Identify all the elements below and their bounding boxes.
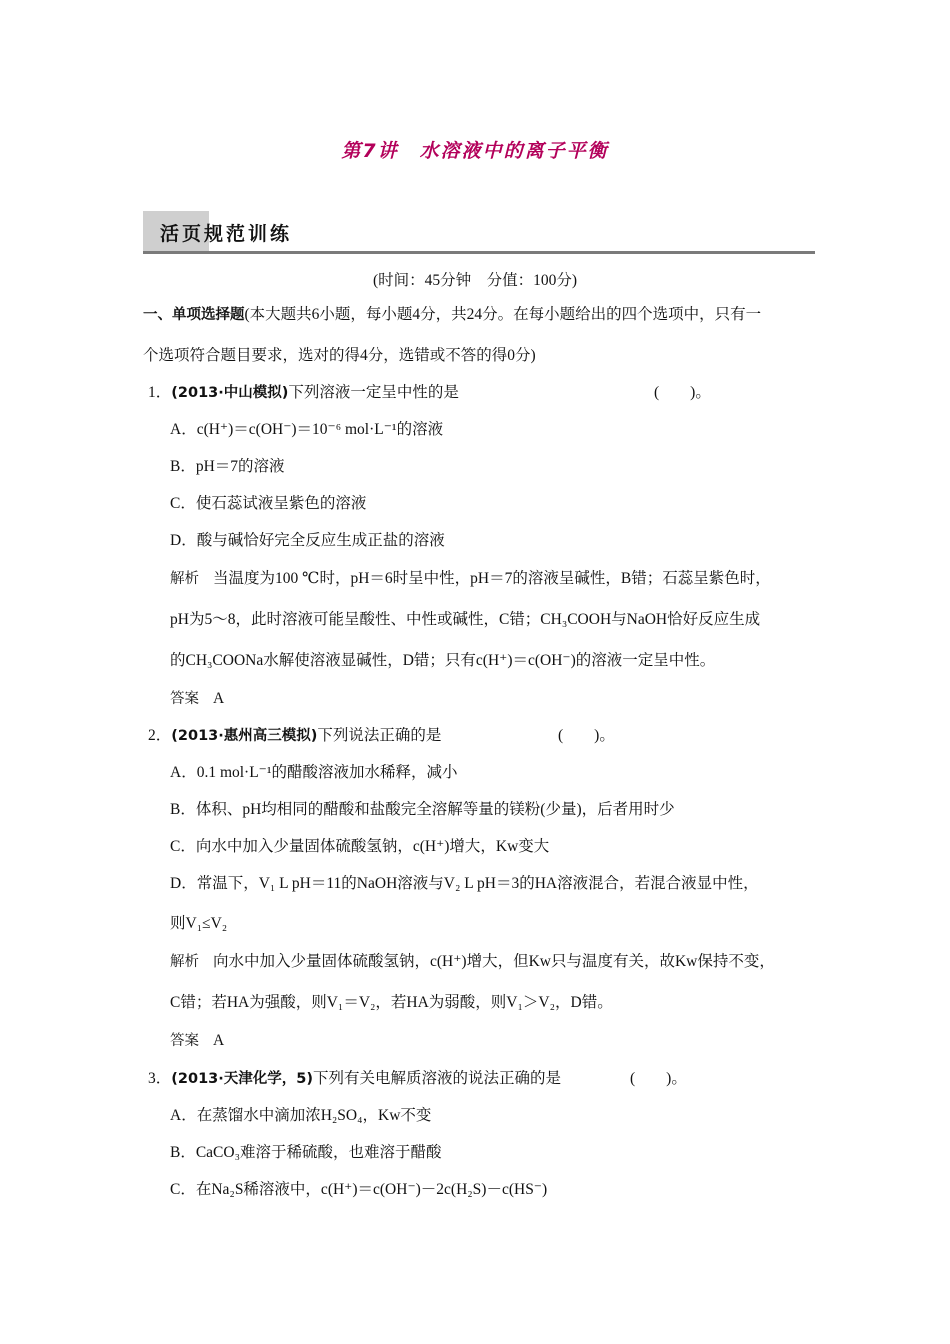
question-2-option-c: C．向水中加入少量固体硫酸氢钠，c(H⁺)增大，Kw变大	[170, 838, 550, 855]
banner-label: 活页规范训练	[160, 223, 293, 245]
question-3-option-a: A．在蒸馏水中滴加浓H₂SO₄，Kw不变	[170, 1107, 432, 1124]
section-instructions	[143, 304, 761, 326]
question-2-option-b: B．体积、pH均相同的醋酸和盐酸完全溶解等量的镁粉(少量)，后者用时少	[170, 801, 675, 818]
banner-rule	[143, 251, 815, 254]
question-1-option-b: B．pH＝7的溶液	[170, 458, 285, 475]
question-1-option-c: C．使石蕊试液呈紫色的溶液	[170, 495, 367, 512]
question-2-option-d-line2: 则V₁≤V₂	[170, 915, 228, 932]
question-1-stem: 1．(2013·中山模拟)下列溶液一定呈中性的是	[148, 384, 459, 401]
question-2-option-a: A．0.1 mol·L⁻¹的醋酸溶液加水稀释，减小	[170, 764, 458, 781]
time-info: (时间：45分钟 分值：100分)	[372, 272, 578, 289]
section-banner	[143, 211, 815, 255]
instructions-line1: (本大题共6小题，每小题4分，共24分。在每小题给出的四个选项中，只有一	[244, 306, 762, 323]
question-1-analysis-line2: pH为5～8，此时溶液可能呈酸性、中性或碱性，C错；CH₃COOH与NaOH恰好反应生成	[170, 611, 761, 628]
question-3-option-b: B．CaCO₃难溶于稀硫酸，也难溶于醋酸	[170, 1144, 442, 1161]
question-2-source: (2013·惠州高三模拟)	[171, 728, 318, 744]
question-3-stem: 3．(2013·天津化学，5)下列有关电解质溶液的说法正确的是	[148, 1070, 561, 1087]
lesson-title: 第7讲 水溶液中的离子平衡	[341, 140, 609, 162]
question-3-source: (2013·天津化学，5)	[171, 1071, 313, 1087]
analysis-label: 解析	[170, 954, 199, 970]
question-1-analysis-line1: 解析 当温度为100 ℃时，pH＝6时呈中性，pH＝7的溶液呈碱性，B错；石蕊呈紫色时，	[170, 570, 771, 587]
question-2-option-d-line1: D．常温下，V₁ L pH＝11的NaOH溶液与V₂ L pH＝3的HA溶液混合，若混合液显中性，	[170, 875, 759, 892]
question-2-analysis-line2: C错；若HA为强酸，则V₁＝V₂，若HA为弱酸，则V₁＞V₂，D错。	[170, 994, 613, 1011]
question-1-answer-blank: ( )。	[654, 384, 711, 401]
instructions-line2: 个选项符合题目要求，选对的得4分，选错或不答的得0分)	[143, 347, 536, 364]
answer-label: 答案	[170, 1033, 199, 1049]
question-1-analysis-line3: 的CH₃COONa水解使溶液显碱性，D错；只有c(H⁺)＝c(OH⁻)的溶液一定呈中性。	[170, 652, 716, 669]
question-2-answer-blank: ( )。	[558, 727, 615, 744]
question-2-answer: 答案 A	[170, 1032, 225, 1049]
analysis-label: 解析	[170, 571, 199, 587]
section-heading: 一、单项选择题	[143, 307, 245, 323]
question-3-option-c: C．在Na₂S稀溶液中，c(H⁺)＝c(OH⁻)－2c(H₂S)－c(HS⁻)	[170, 1181, 548, 1198]
question-1-option-a: A．c(H⁺)＝c(OH⁻)＝10⁻⁶ mol·L⁻¹的溶液	[170, 421, 444, 438]
question-1-answer: 答案 A	[170, 690, 225, 707]
answer-label: 答案	[170, 691, 199, 707]
question-1-option-d: D．酸与碱恰好完全反应生成正盐的溶液	[170, 532, 445, 549]
question-2-stem: 2．(2013·惠州高三模拟)下列说法正确的是	[148, 727, 442, 744]
question-1-source: (2013·中山模拟)	[171, 385, 289, 401]
question-2-analysis-line1: 解析 向水中加入少量固体硫酸氢钠，c(H⁺)增大，但Kw只与温度有关，故Kw保持不变，	[170, 953, 775, 970]
question-3-answer-blank: ( )。	[630, 1070, 687, 1087]
